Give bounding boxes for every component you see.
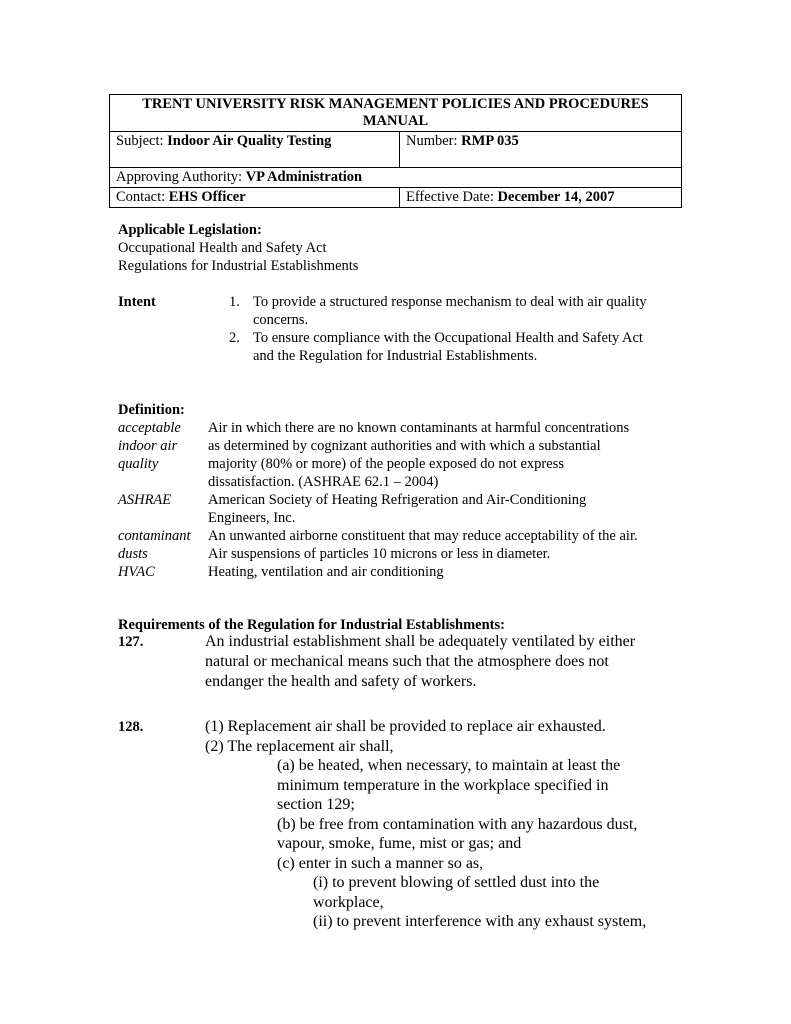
legislation-item: Occupational Health and Safety Act [118, 240, 327, 256]
definition-text: American Society of Heating Refrigeration and Air-Conditioning [208, 492, 587, 508]
number-value: RMP 035 [461, 133, 519, 149]
definition-text: majority (80% or more) of the people exposed do not express [208, 456, 564, 472]
definition-term: dusts [118, 546, 148, 562]
date-cell [400, 188, 682, 208]
section-127-text: natural or mechanical means such that the atmosphere does not [205, 653, 609, 670]
manual-title: TRENT UNIVERSITY RISK MANAGEMENT POLICIES AND PROCEDURES MANUAL [110, 95, 682, 132]
definition-text: Air in which there are no known contaminants at harmful concentrations [208, 420, 630, 436]
subject-cell [110, 132, 400, 168]
intent-text: To ensure compliance with the Occupational Health and Safety Act [253, 330, 643, 346]
number-cell [400, 132, 682, 168]
contact-label: Contact: [116, 189, 166, 205]
section-number-127: 127. [118, 634, 144, 650]
definition-term: ASHRAE [118, 492, 172, 508]
intent-label: Intent [118, 294, 156, 310]
legislation-item: Regulations for Industrial Establishments [118, 258, 359, 274]
intent-number: 1. [229, 294, 240, 310]
definition-text: Engineers, Inc. [208, 510, 296, 526]
authority-value: VP Administration [245, 169, 363, 185]
definition-term: indoor air [118, 438, 178, 454]
definition-text: Air suspensions of particles 10 microns or less in diameter. [208, 546, 551, 562]
section-number-128: 128. [118, 719, 144, 735]
section-127-text: endanger the health and safety of workers. [205, 673, 477, 690]
contact-cell [110, 188, 400, 208]
date-value: December 14, 2007 [497, 189, 615, 205]
section-128-text: (c) enter in such a manner so as, [277, 855, 484, 872]
definition-term: acceptable [118, 420, 181, 436]
authority-label: Approving Authority: [116, 169, 243, 185]
section-128-text: (1) Replacement air shall be provided to replace air exhausted. [205, 718, 606, 735]
contact-value: EHS Officer [168, 189, 246, 205]
section-128-text: (ii) to prevent interference with any exhaust system, [313, 913, 647, 930]
intent-number: 2. [229, 330, 240, 346]
legislation-heading: Applicable Legislation: [118, 222, 262, 238]
section-128-text: (a) be heated, when necessary, to maintain at least the [277, 757, 621, 774]
definition-term: HVAC [118, 564, 155, 580]
definition-text: dissatisfaction. (ASHRAE 62.1 – 2004) [208, 474, 439, 490]
section-128-text: (i) to prevent blowing of settled dust into the [313, 874, 600, 891]
subject-label: Subject: [116, 133, 164, 149]
definition-heading: Definition: [118, 402, 185, 418]
policy-header-table [109, 94, 682, 208]
definition-text: An unwanted airborne constituent that may reduce acceptability of the air. [208, 528, 638, 544]
authority-cell [110, 168, 682, 188]
intent-text: and the Regulation for Industrial Establishments. [253, 348, 538, 364]
section-128-text: (b) be free from contamination with any hazardous dust, [277, 816, 638, 833]
number-label: Number: [406, 133, 458, 149]
definition-term: quality [118, 456, 159, 472]
section-128-text: (2) The replacement air shall, [205, 738, 394, 755]
definition-text: Heating, ventilation and air conditioning [208, 564, 444, 580]
section-128-text: workplace, [313, 894, 384, 911]
requirements-heading: Requirements of the Regulation for Industrial Establishments: [118, 617, 505, 633]
definition-term: contaminant [118, 528, 191, 544]
intent-text: concerns. [253, 312, 309, 328]
definition-text: as determined by cognizant authorities and with which a substantial [208, 438, 601, 454]
section-128-text: section 129; [277, 796, 355, 813]
subject-value: Indoor Air Quality Testing [167, 133, 332, 149]
date-label: Effective Date: [406, 189, 494, 205]
section-127-text: An industrial establishment shall be adequately ventilated by either [205, 633, 636, 650]
section-128-text: vapour, smoke, fume, mist or gas; and [277, 835, 522, 852]
section-128-text: minimum temperature in the workplace specified in [277, 777, 609, 794]
intent-text: To provide a structured response mechanism to deal with air quality [253, 294, 647, 310]
